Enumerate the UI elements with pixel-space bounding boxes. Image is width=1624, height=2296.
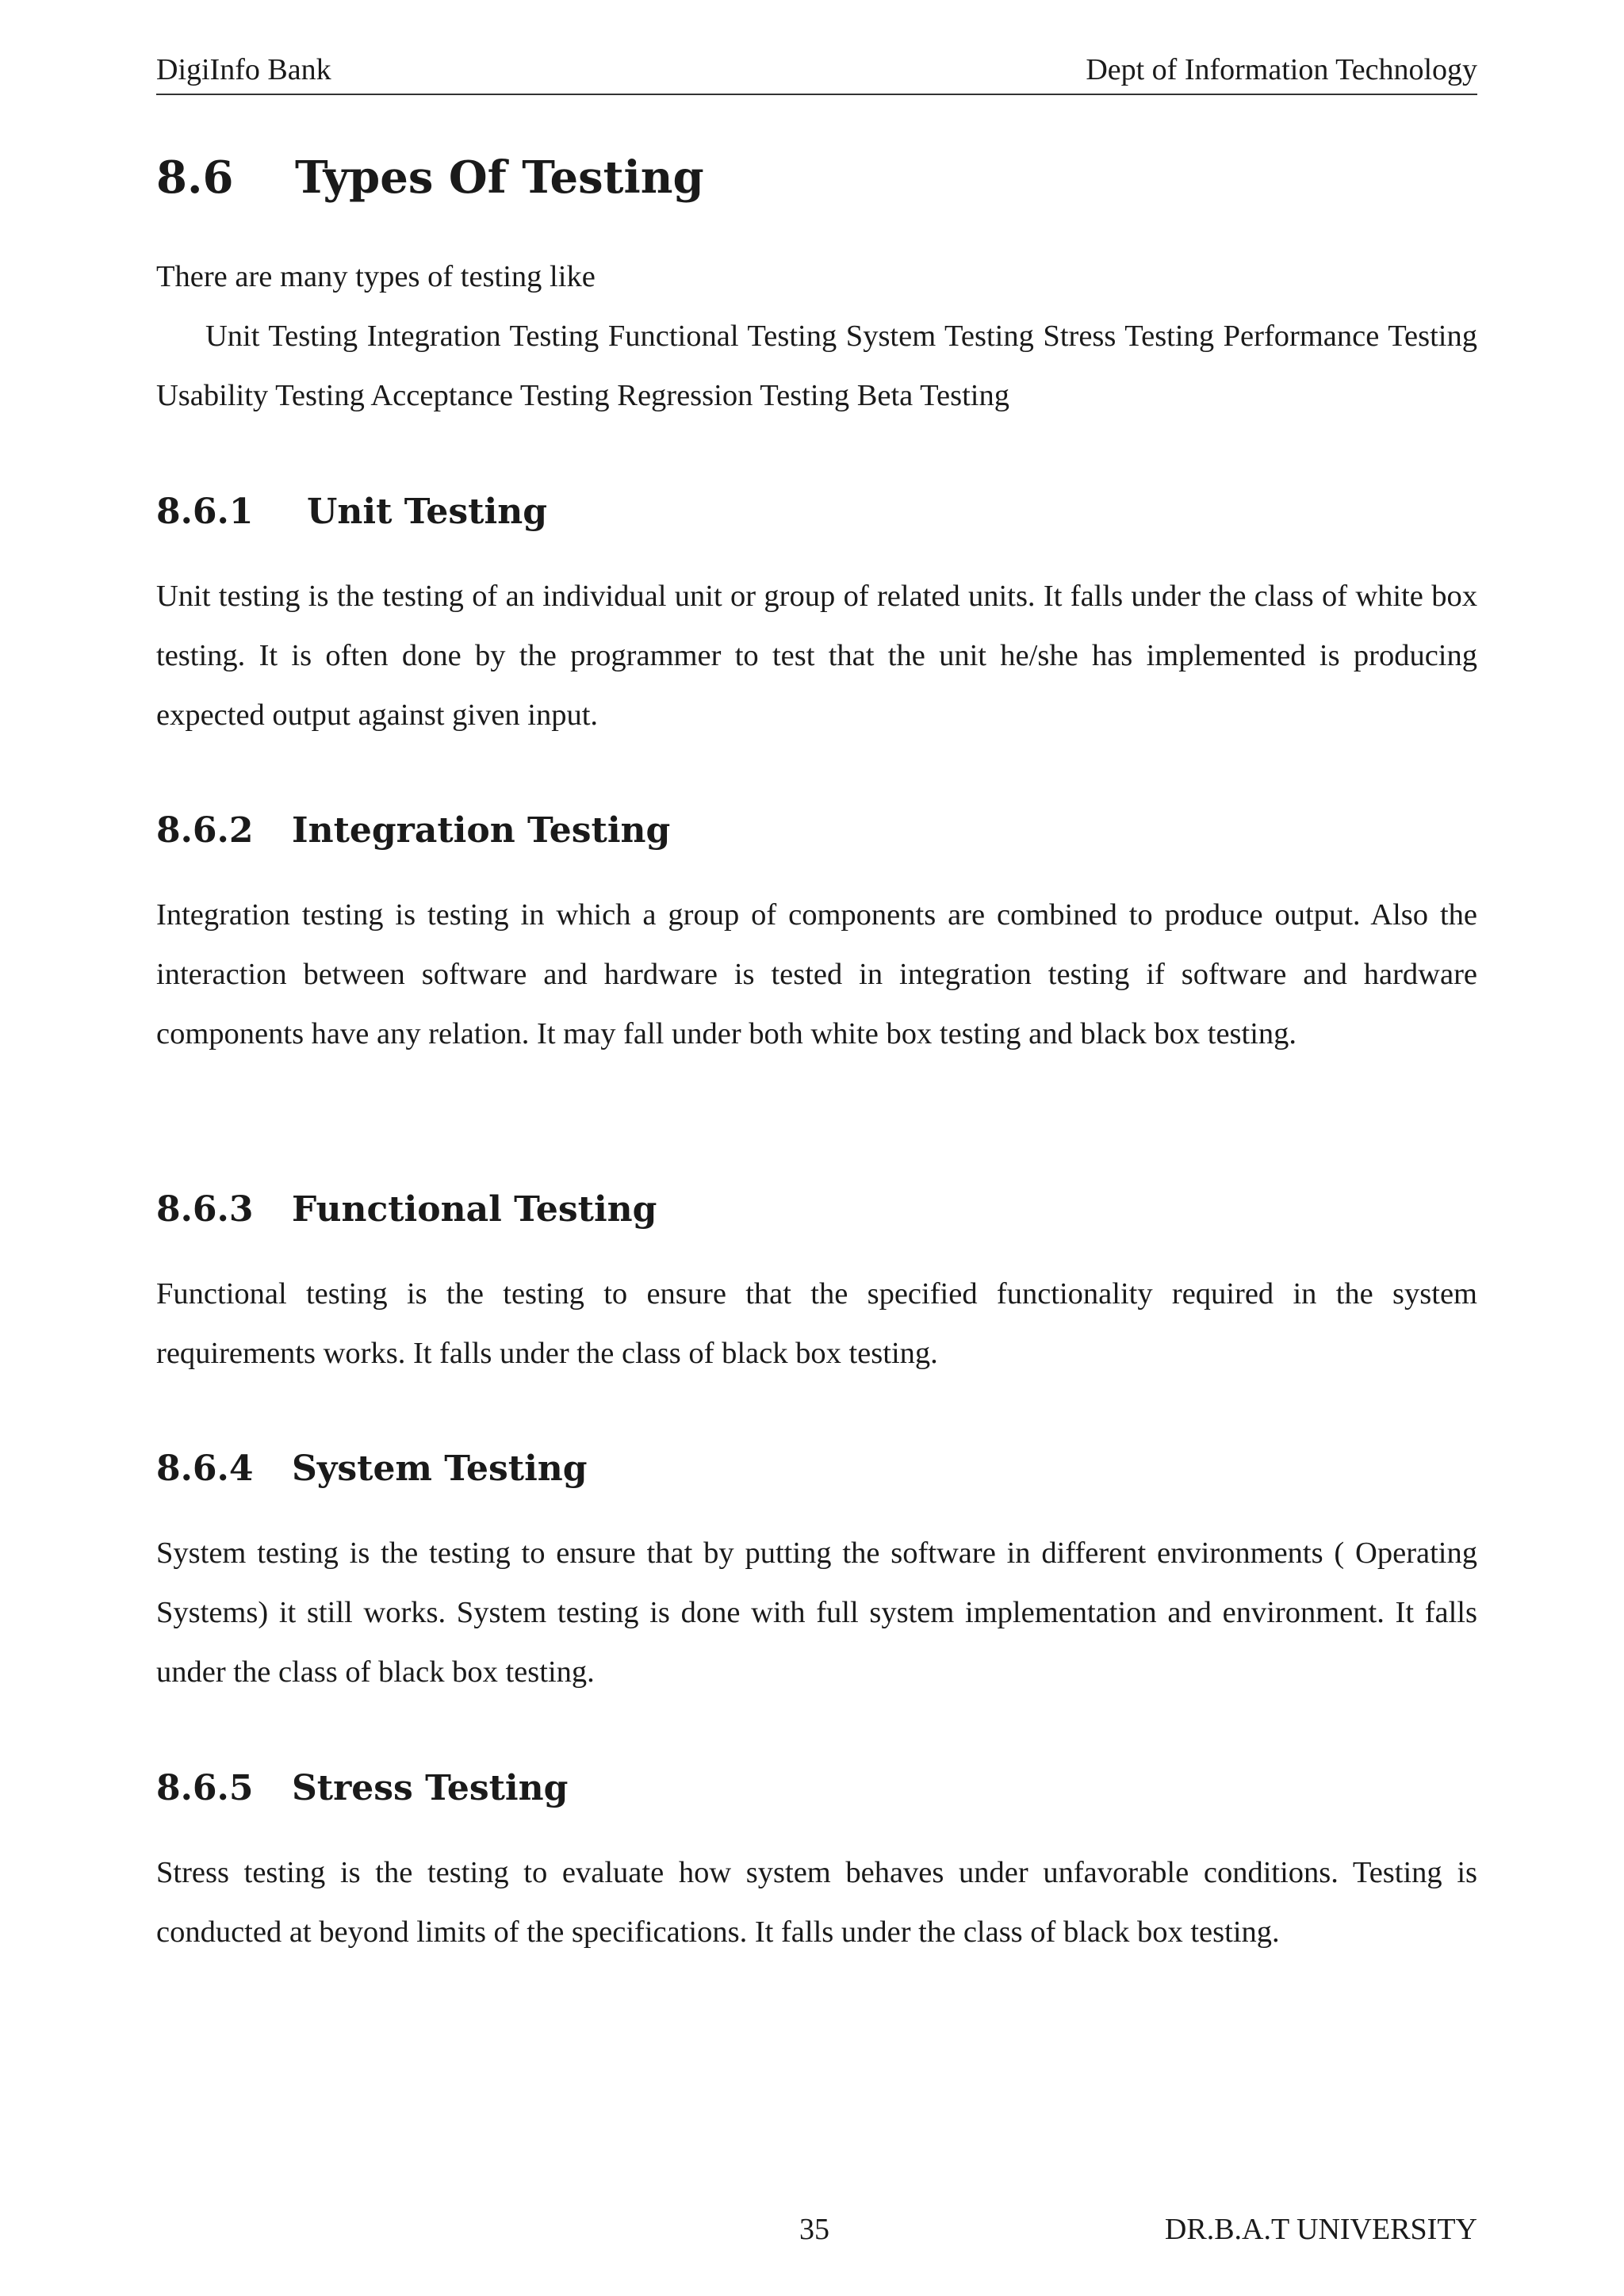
- subsection-title: System Testing: [292, 1448, 588, 1489]
- section-heading: [156, 152, 704, 203]
- subsection-number: 8.6.1: [156, 492, 254, 532]
- subsection-heading-unit-testing: [156, 492, 547, 533]
- subsection-body-system-testing: System testing is the testing to ensure that by putting the software in different environments ( Operating Systems) it still works. System testing is done with full system implementation and environment. It falls under the class of black box testing.: [156, 1536, 1477, 1689]
- subsection-heading-functional-testing: [156, 1189, 657, 1230]
- subsection-body-unit-testing: Unit testing is the testing of an individual unit or group of related units. It falls under the class of white box testing. It is often done by the programmer to test that the unit he/she has implemented is producing expected output against given input.: [156, 580, 1477, 732]
- subsection-title: Stress Testing: [292, 1768, 569, 1808]
- header-department: Dept of Information Technology: [1086, 53, 1477, 86]
- section-title: Types Of Testing: [295, 151, 704, 204]
- subsection-title: Functional Testing: [292, 1189, 657, 1230]
- subsection-body-stress-testing: Stress testing is the testing to evaluate how system behaves under unfavorable conditions. Testing is conducted at beyond limits of the specifications. It falls under the class of black box testing.: [156, 1856, 1477, 1949]
- subsection-body-functional-testing: Functional testing is the testing to ensure that the specified functionality required in the system requirements works. It falls under the class of black box testing.: [156, 1277, 1477, 1370]
- section-number: 8.6: [156, 151, 234, 204]
- section-intro: There are many types of testing like: [156, 260, 596, 293]
- header-org-name: DigiInfo Bank: [156, 53, 331, 86]
- subsection-number: 8.6.5: [156, 1768, 254, 1808]
- subsection-body-integration-testing: Integration testing is testing in which a group of components are combined to produce output. Also the interaction between software and hardware is tested in integration testing if software and hardware components have any relation. It may fall under both white box testing and black box testing.: [156, 898, 1477, 1050]
- subsection-heading-stress-testing: [156, 1768, 568, 1809]
- subsection-number: 8.6.3: [156, 1189, 254, 1230]
- page-header: [156, 49, 1477, 95]
- subsection-title: Integration Testing: [292, 810, 671, 851]
- subsection-number: 8.6.4: [156, 1448, 254, 1489]
- subsection-number: 8.6.2: [156, 810, 254, 851]
- testing-types-list: Unit Testing Integration Testing Functional Testing System Testing Stress Testing Performance Testing Usability Testing Acceptance Testing Regression Testing Beta Testing: [156, 320, 1477, 412]
- subsection-heading-system-testing: [156, 1448, 588, 1490]
- subsection-heading-integration-testing: [156, 810, 670, 851]
- page-number: 35: [799, 2213, 829, 2246]
- footer-university: DR.B.A.T UNIVERSITY: [1164, 2213, 1477, 2246]
- subsection-title: Unit Testing: [307, 492, 547, 532]
